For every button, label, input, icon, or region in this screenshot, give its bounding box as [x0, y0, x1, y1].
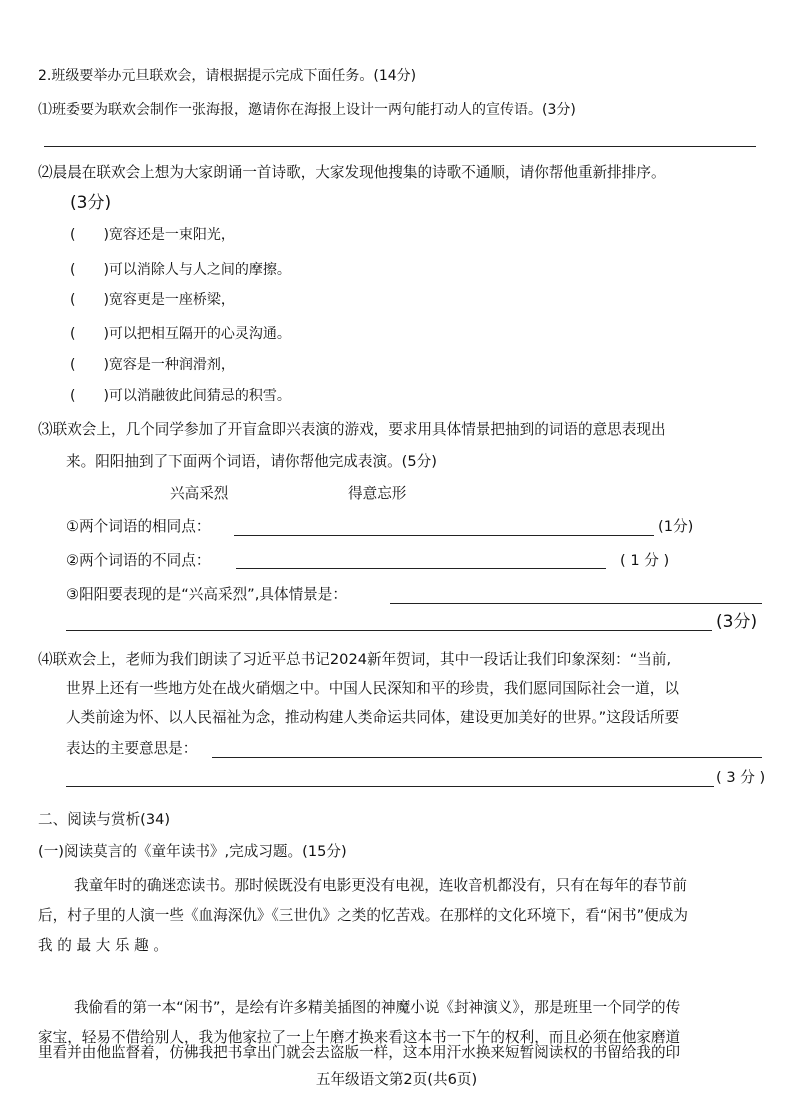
- word-2: 得意忘形: [348, 485, 407, 502]
- answer-line-part4b[interactable]: [66, 786, 714, 787]
- answer-line-sub1[interactable]: [234, 535, 654, 536]
- paragraph-line: 家宝，轻易不借给别人，我为他家拉了一上午磨才换来看这本书一下午的权利，而且必须在他家磨道: [38, 1029, 681, 1046]
- paragraph-line: 我 的 最 大 乐 趣 。: [38, 937, 168, 954]
- question-2-part4-line3: 人类前途为怀、以人民福祉为念，推动构建人类命运共同体，建设更加美好的世界。”这段话所要: [66, 709, 680, 726]
- sub3-label: ③阳阳要表现的是“兴高采烈”,具体情景是：: [66, 586, 347, 603]
- poem-line: ( )宽容还是一束阳光，: [70, 227, 235, 243]
- sub2-label: ②两个词语的不同点：: [66, 552, 211, 569]
- sub2-score: ( 1 分 ): [620, 552, 670, 569]
- question-2-part2: ⑵晨晨在联欢会上想为大家朗诵一首诗歌，大家发现他搜集的诗歌不通顺，请你帮他重新排排序。: [38, 164, 666, 181]
- paragraph-line: 我偷看的第一本“闲书”，是绘有许多精美插图的神魔小说《封神演义》，那是班里一个同学的传: [74, 999, 681, 1016]
- answer-line-sub3a[interactable]: [390, 603, 762, 604]
- sub1-label: ①两个词语的相同点：: [66, 518, 211, 535]
- word-1: 兴高采烈: [170, 485, 229, 502]
- sub1-score: (1分): [658, 518, 694, 535]
- question-2-part1: ⑴班委要为联欢会制作一张海报，邀请你在海报上设计一两句能打动人的宣传语。(3分): [38, 102, 576, 118]
- question-2-part4-line1: ⑷联欢会上，老师为我们朗读了习近平总书记2024新年贺词，其中一段话让我们印象深刻：“当前,: [38, 651, 672, 668]
- poem-line: ( )宽容是一种润滑剂，: [70, 357, 235, 373]
- poem-line: ( )可以消除人与人之间的摩擦。: [70, 262, 291, 278]
- question-2-part4-line4: 表达的主要意思是：: [66, 740, 198, 757]
- question-2-part3-line2: 来。阳阳抽到了下面两个词语，请你帮他完成表演。(5分): [66, 453, 437, 470]
- question-2-title: 2.班级要举办元旦联欢会，请根据提示完成下面任务。(14分): [38, 68, 417, 84]
- section-2-title: 二、阅读与赏析(34): [38, 811, 171, 828]
- answer-line-part1[interactable]: [44, 146, 756, 147]
- question-2-part3-line1: ⑶联欢会上，几个同学参加了开盲盒即兴表演的游戏，要求用具体情景把抽到的词语的意思表现出: [38, 421, 666, 438]
- poem-line: ( )宽容更是一座桥梁，: [70, 292, 235, 308]
- poem-line: ( )可以消融彼此间猜忌的积雪。: [70, 388, 291, 404]
- answer-line-part4a[interactable]: [212, 757, 762, 758]
- paragraph-line: 后，村子里的人演一些《血海深仇》《三世仇》之类的忆苦戏。在那样的文化环境下，看“闲书”便成为: [38, 907, 688, 924]
- page-footer: 五年级语文第2页(共6页): [315, 1071, 478, 1088]
- poem-line: ( )可以把相互隔开的心灵沟通。: [70, 326, 291, 342]
- reading-subtitle: (一)阅读莫言的《童年读书》,完成习题。(15分): [38, 843, 347, 860]
- question-2-part4-line2: 世界上还有一些地方处在战火硝烟之中。中国人民深知和平的珍贵，我们愿同国际社会一道，以: [66, 680, 679, 697]
- answer-line-sub3b[interactable]: [66, 630, 712, 631]
- part2-score: (3分): [70, 193, 112, 213]
- answer-line-sub2[interactable]: [236, 568, 606, 569]
- paragraph-line: 里看并由他监督着，仿佛我把书拿出门就会去盗版一样，这本用汗水换来短暂阅读权的书留给我的印: [38, 1044, 681, 1061]
- part4-score: ( 3 分 ): [716, 769, 766, 786]
- sub3-score: (3分): [716, 612, 758, 632]
- paragraph-line: 我童年时的确迷恋读书。那时候既没有电影更没有电视，连收音机都没有，只有在每年的春节前: [74, 877, 687, 894]
